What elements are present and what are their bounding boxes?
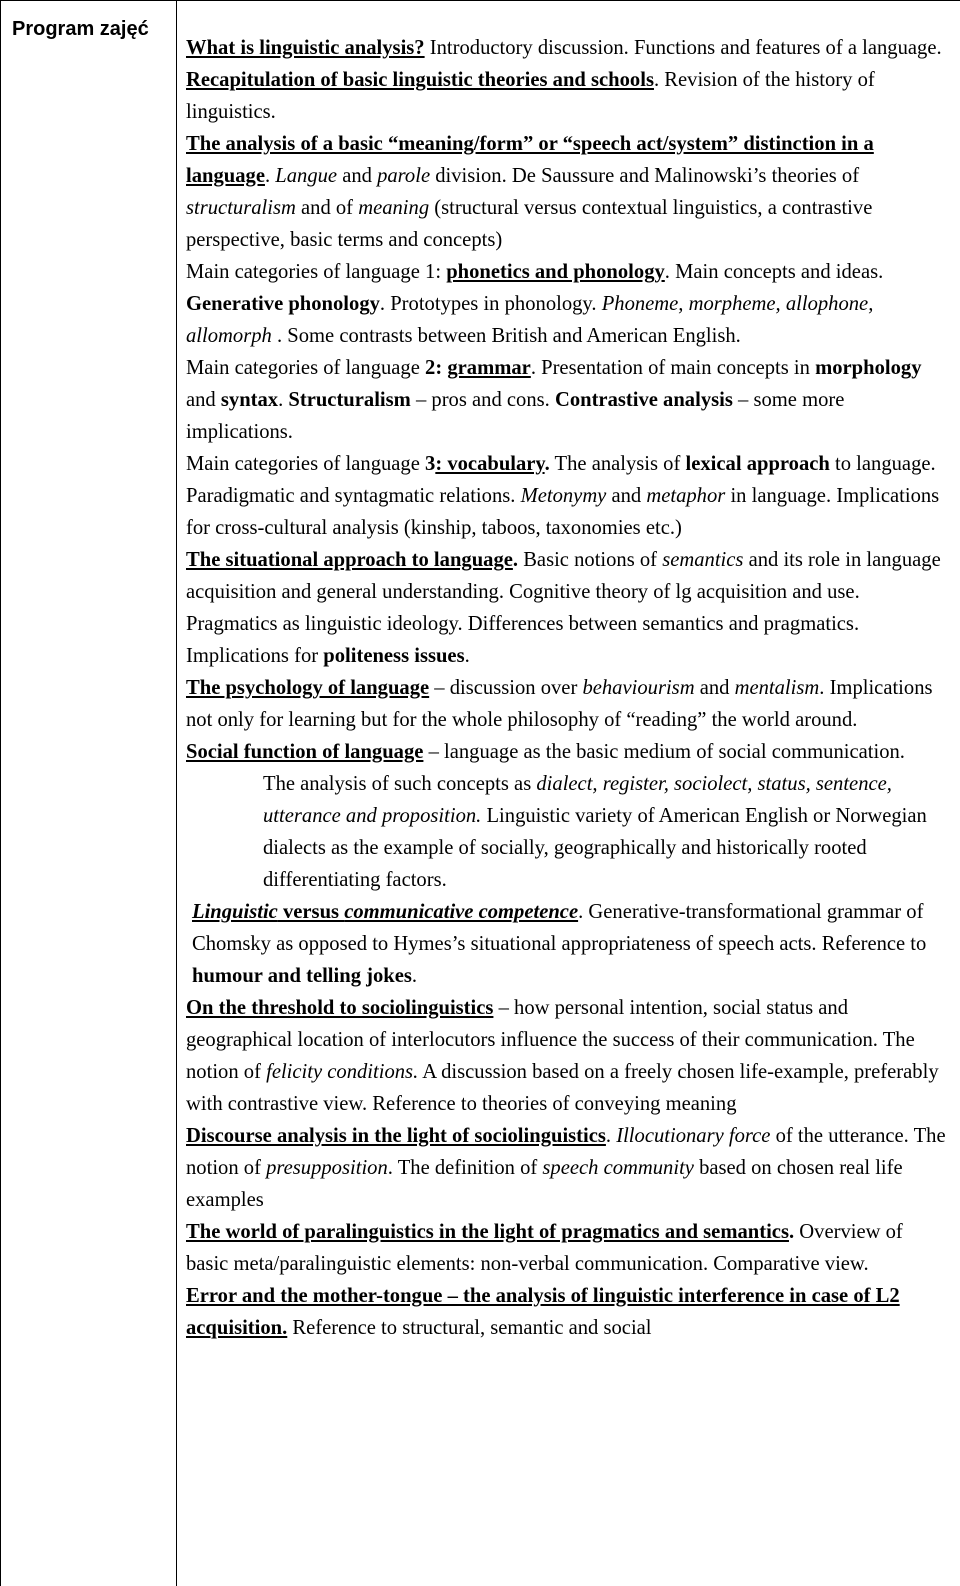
text-run: Overview of basic meta/paralinguistic elements: non-verbal communication. Comparative view. <box>186 1221 903 1275</box>
paragraph-5 <box>186 352 946 448</box>
text-run: . Presentation of main concepts in <box>530 357 816 379</box>
text-run: in language. Implications for cross-cultural analysis (kinship, taboos, taxonomies etc.) <box>186 485 940 539</box>
text-run: The analysis of a basic “meaning/form” or “speech act/system” distinction in a language <box>186 133 874 187</box>
text-run: A discussion based on a freely chosen life-example, preferably with contrastive view. Reference to theories of conveying meaning <box>186 1061 939 1115</box>
paragraph-14 <box>186 1216 946 1280</box>
text-run: (structural versus contextual linguistics, a contrastive perspective, basic terms and concepts) <box>186 197 873 251</box>
text-run: communicative competence <box>344 901 579 923</box>
text-run: dialect, register, sociolect, status, sentence, utterance and proposition. <box>263 773 892 827</box>
text-run: structuralism <box>186 197 296 219</box>
text-run: grammar <box>447 357 531 379</box>
text-run: felicity conditions. <box>266 1061 419 1083</box>
text-run: humour and telling jokes <box>192 965 412 987</box>
text-run: of the utterance. The notion of <box>186 1125 946 1179</box>
text-run: parole <box>377 165 431 187</box>
text-run: . Prototypes in phonology. <box>379 293 602 315</box>
text-run: . <box>605 1125 617 1147</box>
paragraph-9 <box>186 736 946 768</box>
text-run: The world of paralinguistics in the light of pragmatics and semantics <box>186 1221 789 1243</box>
text-run: : vocabulary <box>435 453 545 475</box>
text-run: morphology <box>815 357 922 379</box>
text-run: speech community <box>542 1157 694 1179</box>
text-run: Basic notions of <box>518 549 663 571</box>
text-run: metaphor <box>646 485 726 507</box>
text-run: Phoneme, morpheme, allophone, allomorph <box>186 293 874 347</box>
text-run: – how personal intention, social status and geographical location of interlocutors influence the success of their communication. The notion of <box>186 997 915 1083</box>
text-run: . <box>512 549 519 571</box>
text-run: Error and the mother-tongue – the analysis of linguistic interference in case of L2 acquisition. <box>186 1285 900 1339</box>
text-run: . <box>264 165 276 187</box>
text-run: based on chosen real life examples <box>186 1157 903 1211</box>
text-run: The analysis of <box>549 453 686 475</box>
program-content <box>186 32 946 1344</box>
text-run: Main categories of language <box>186 453 426 475</box>
section-label: Program zajęć <box>12 18 149 40</box>
text-run: Linguistic variety of American English or Norwegian dialects as the example of socially, geographically and historically rooted differentiating factors. <box>263 805 927 891</box>
text-run: – discussion over <box>429 677 583 699</box>
text-run: . <box>278 389 289 411</box>
paragraph-10 <box>186 768 946 896</box>
text-run: . <box>544 453 550 475</box>
paragraph-3 <box>186 128 946 256</box>
text-run: Reference to structural, semantic and social <box>287 1317 652 1339</box>
text-run: – pros and cons. <box>410 389 555 411</box>
text-run: Generative phonology <box>186 293 380 315</box>
text-run: – some more implications. <box>186 389 845 443</box>
text-run: What is linguistic analysis? <box>186 37 425 59</box>
paragraph-1 <box>186 32 946 64</box>
text-run: politeness issues <box>323 645 465 667</box>
text-run: Contrastive analysis <box>554 389 733 411</box>
paragraph-8 <box>186 672 946 736</box>
paragraph-6 <box>186 448 946 544</box>
text-run: division. De Saussure and Malinowski’s theories of <box>430 165 860 187</box>
text-run: The psychology of language <box>186 677 430 699</box>
text-run: Illocutionary force <box>616 1125 771 1147</box>
paragraph-4 <box>186 256 946 352</box>
paragraph-2 <box>186 64 946 128</box>
text-run: Recapitulation of basic linguistic theories and schools <box>186 69 654 91</box>
text-run: Langue <box>275 165 338 187</box>
text-run: phonetics and phonology <box>446 261 665 283</box>
text-run: lexical approach <box>685 453 830 475</box>
text-run: 2: <box>425 357 448 379</box>
text-run: syntax <box>220 389 279 411</box>
text-run: Main categories of language <box>186 357 426 379</box>
text-run: meaning <box>358 197 430 219</box>
text-run: . Revision of the history of linguistics. <box>186 69 875 123</box>
text-run: Social function of language <box>186 741 424 763</box>
paragraph-13 <box>186 1120 946 1216</box>
text-run: The situational approach to language <box>186 549 513 571</box>
text-run: . Some contrasts between British and American English. <box>271 325 741 347</box>
column-divider <box>176 0 177 1586</box>
text-run: – language as the basic medium of social communication. <box>423 741 905 763</box>
text-run: . <box>464 645 470 667</box>
text-run: . <box>788 1221 795 1243</box>
text-run: Structuralism <box>288 389 411 411</box>
text-run: presupposition <box>266 1157 388 1179</box>
text-run: and <box>694 677 735 699</box>
paragraph-12 <box>186 992 946 1120</box>
text-run: and its role in language acquisition and general understanding. Cognitive theory of lg acquisition and use. Pragmatics as linguistic ideology. Differences between semantics and pragmatics. Implications for <box>186 549 941 667</box>
text-run: On the threshold to sociolinguistics <box>186 997 494 1019</box>
text-run: Metonymy <box>520 485 607 507</box>
text-run: Linguistic <box>192 901 278 923</box>
text-run: 3 <box>425 453 436 475</box>
paragraph-11 <box>186 896 946 992</box>
text-run: Main categories of language 1: <box>186 261 447 283</box>
text-run: Discourse analysis in the light of sociolinguistics <box>186 1125 606 1147</box>
text-run: Introductory discussion. Functions and features of a language. <box>424 37 942 59</box>
text-run: and <box>606 485 647 507</box>
text-run: and <box>186 389 221 411</box>
text-run: . <box>411 965 418 987</box>
text-run: versus <box>277 901 345 923</box>
text-run: . Main concepts and ideas. <box>664 261 884 283</box>
text-run: to language. Paradigmatic and syntagmatic relations. <box>186 453 936 507</box>
text-run: mentalism <box>734 677 820 699</box>
text-run: semantics <box>662 549 744 571</box>
text-run: and of <box>295 197 359 219</box>
text-run: . Implications not only for learning but for the whole philosophy of “reading” the world around. <box>186 677 933 731</box>
text-run: . The definition of <box>387 1157 543 1179</box>
text-run: The analysis of such concepts as <box>263 773 537 795</box>
text-run: behaviourism <box>582 677 695 699</box>
paragraph-7 <box>186 544 946 672</box>
paragraph-15 <box>186 1280 946 1344</box>
text-run: and <box>337 165 378 187</box>
text-run: . Generative-transformational grammar of Chomsky as opposed to Hymes’s situational appropriateness of speech acts. Reference to <box>192 901 927 955</box>
